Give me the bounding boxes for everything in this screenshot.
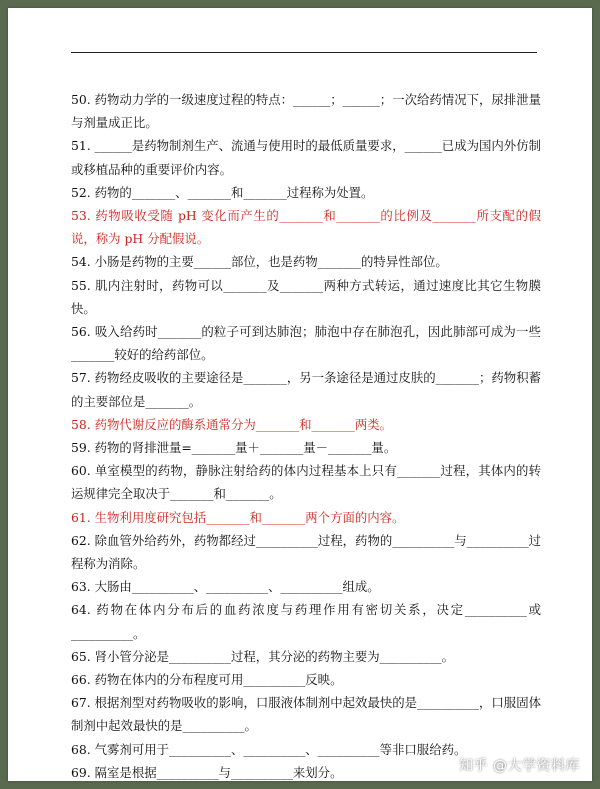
question-65: 65. 肾小管分泌是__________过程，其分泌的药物主要为__________。: [71, 648, 454, 664]
question-60: 60. 单室模型的药物，静脉注射给药的体内过程基本上只有_______过程，其体内的转运规律完全取决于_______和_______。: [71, 463, 541, 502]
question-64: 64. 药物在体内分布后的血药浓度与药理作用有密切关系，决定__________或__________。: [71, 602, 541, 641]
question-59: 59. 药物的肾排泄量=_______量＋_______量－_______量。: [71, 440, 397, 456]
question-57: 57. 药物经皮吸收的主要途径是_______，另一条途径是通过皮肤的_______；药物积蓄的主要部位是_______。: [71, 370, 541, 409]
question-56: 56. 吸入给药时_______的粒子可到达肺泡；肺泡中存在肺泡孔，因此肺部可成为一些_______较好的给药部位。: [71, 324, 541, 363]
question-63: 63. 大肠由__________、__________、__________组成。: [71, 579, 380, 595]
question-68: 68. 气雾剂可用于__________、__________、__________等非口服给药。: [71, 741, 467, 757]
question-62: 62. 除血管外给药外，药物都经过__________过程，药物的__________与__________过程称为消除。: [71, 532, 541, 572]
header-rule: [71, 52, 537, 53]
question-50: 50. 药物动力学的一级速度过程的特点：______；______；一次给药情况下，尿排泄量与剂量成正比。: [71, 92, 541, 131]
question-58: 58. 药物代谢反应的酶系通常分为_______和_______两类。: [71, 416, 393, 432]
question-52: 52. 药物的_______、_______和_______过程称为处置。: [71, 184, 374, 200]
question-55: 55. 肌内注射时，药物可以_______及_______两种方式转运，通过速度比其它生物膜快。: [71, 277, 541, 316]
question-54: 54. 小肠是药物的主要______部位，也是药物_______的特异性部位。: [71, 254, 448, 270]
watermark: 知乎 @大学资料库: [459, 758, 580, 774]
question-53: 53. 药物吸收受随 pH 变化而产生的_______和_______的比例及_______所支配的假说，称为 pH 分配假说。: [71, 208, 541, 247]
question-61: 61. 生物利用度研究包括_______和_______两个方面的内容。: [71, 509, 405, 525]
question-51: 51. ______是药物制剂生产、流通与使用时的最低质量要求，______已成为国内外仿制或移植品种的重要评价内容。: [71, 138, 541, 177]
question-69: 69. 隔室是根据__________与__________来划分。: [71, 764, 343, 780]
question-66: 66. 药物在体内的分布程度可用__________反映。: [71, 672, 343, 688]
question-list: [71, 88, 541, 784]
question-67: 67. 根据剂型对药物吸收的影响，口服液体制剂中起效最快的是__________，口服固体制剂中起效最快的是__________。: [71, 695, 541, 734]
document-page: [8, 8, 592, 781]
